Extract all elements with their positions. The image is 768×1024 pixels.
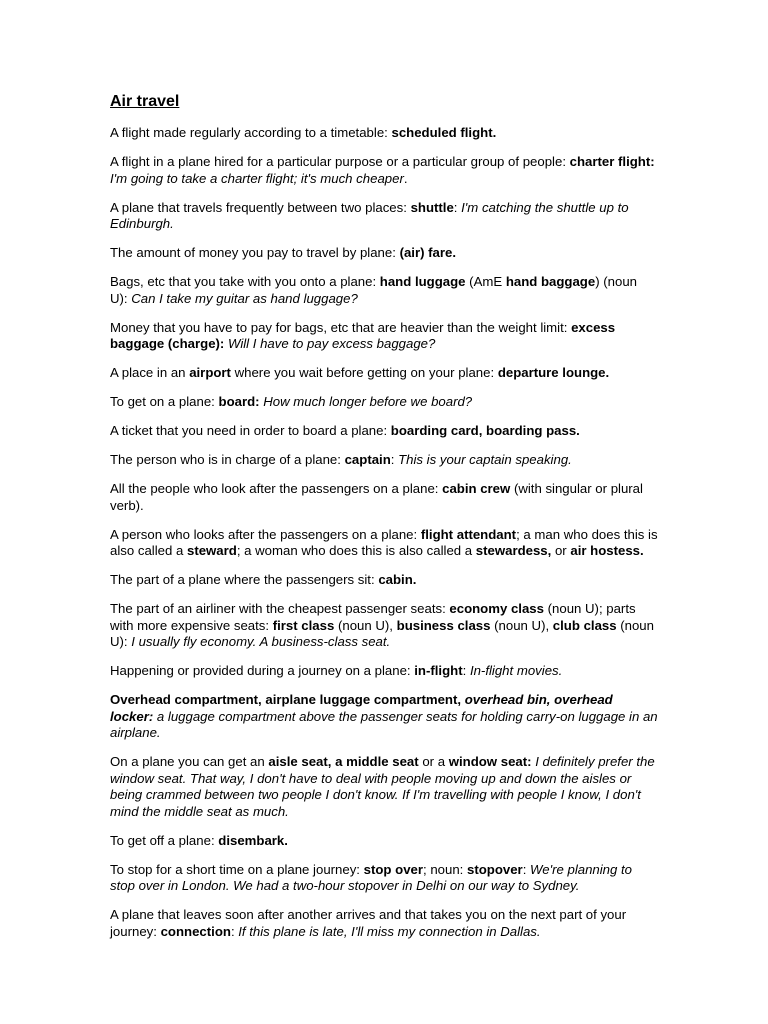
entry-list xyxy=(110,125,658,940)
example-text: Can I take my guitar as hand luggage? xyxy=(131,290,358,306)
entry xyxy=(110,452,658,469)
term-text: overhead bin, overhead locker: xyxy=(110,692,613,724)
term-text: economy class xyxy=(449,601,544,616)
term-text: captain xyxy=(344,452,391,467)
definition-text: A ticket that you need in order to board a plane: xyxy=(110,423,391,438)
term-text: hand luggage xyxy=(379,274,466,289)
term-text: hand baggage xyxy=(505,274,596,289)
definition-text: : xyxy=(462,663,470,678)
example-text: Will I have to pay excess baggage? xyxy=(227,336,436,351)
definition-text: A flight made regularly according to a timetable: xyxy=(110,125,392,140)
definition-text: A flight in a plane hired for a particular purpose or a particular group of people: xyxy=(110,154,570,169)
term-text: stop over xyxy=(363,861,423,877)
term-text: aisle seat, a middle seat xyxy=(268,754,419,769)
term-text: first class xyxy=(272,617,335,633)
entry xyxy=(110,125,658,142)
definition-text: ; a woman who does this is also called a xyxy=(236,543,476,558)
definition-text: The part of a plane where the passengers sit: xyxy=(110,572,379,587)
definition-text: The part of an airliner with the cheapest passenger seats: xyxy=(110,601,450,616)
term-text: departure lounge. xyxy=(497,365,610,380)
definition-text: . xyxy=(403,170,408,186)
term-text: (air) fare. xyxy=(399,245,456,260)
entry xyxy=(110,692,658,742)
example-text: How much longer before we board? xyxy=(263,394,473,409)
entry xyxy=(110,394,658,411)
term-text: connection xyxy=(160,923,231,939)
entry xyxy=(110,572,658,589)
term-text: scheduled flight. xyxy=(391,125,497,140)
example-text: a luggage compartment above the passenger seats for holding carry-on luggage in an airplane. xyxy=(110,708,658,740)
term-text: business class xyxy=(396,617,491,633)
entry xyxy=(110,423,658,440)
entry xyxy=(110,601,658,651)
example-text: This is your captain speaking. xyxy=(398,452,572,467)
entry xyxy=(110,754,658,820)
term-text: cabin crew xyxy=(442,481,511,496)
definition-text: (noun U): xyxy=(110,617,654,649)
page-title: Air travel xyxy=(110,93,180,110)
definition-text: Bags, etc that you take with you onto a plane: xyxy=(110,274,380,289)
term-text: charter flight: xyxy=(569,154,655,169)
definition-text: A plane that leaves soon after another arrives and that takes you on the next part of your journey: xyxy=(110,907,627,939)
term-text: boarding card, boarding pass. xyxy=(390,423,580,438)
term-text: disembark. xyxy=(218,832,288,848)
entry xyxy=(110,200,658,233)
example-text: I usually fly economy. A business-class seat. xyxy=(131,634,391,649)
definition-text: (with singular or plural verb). xyxy=(110,481,643,513)
definition-text: Happening or provided during a journey on a plane: xyxy=(110,663,415,678)
example-text: If this plane is late, I'll miss my connection in Dallas. xyxy=(238,923,541,939)
entry xyxy=(110,663,658,680)
example-text: I'm going to take a charter flight; it's much cheaper xyxy=(110,170,404,186)
definition-text: (noun U), xyxy=(334,617,397,633)
term-text: steward xyxy=(186,543,237,558)
entry xyxy=(110,481,658,514)
definition-text: or a xyxy=(418,754,449,769)
term-text: shuttle xyxy=(410,199,454,215)
term-text: board: xyxy=(218,394,260,409)
definition-text: To get on a plane: xyxy=(110,394,219,409)
entry xyxy=(110,527,658,560)
definition-text: ; noun: xyxy=(423,861,467,877)
entry xyxy=(110,833,658,850)
example-text: I definitely prefer the window seat. That way, I don't have to deal with people moving up and down the aisles or being crammed between two people I don't know. If I'm travelling with people I know, I don't mind the middle seat as much. xyxy=(110,754,655,819)
definition-text: : xyxy=(230,923,239,939)
definition-text: Money that you have to pay for bags, etc that are heavier than the weight limit: xyxy=(110,319,572,335)
entry xyxy=(110,862,658,895)
example-text: We're planning to stop over in London. We had a two-hour stopover in Delhi on our way to Sydney. xyxy=(110,861,633,893)
term-text: in-flight xyxy=(414,663,463,678)
term-text: stewardess, xyxy=(475,543,552,558)
definition-text: A plane that travels frequently between two places: xyxy=(110,199,411,215)
definition-text: On a plane you can get an xyxy=(110,754,269,769)
definition-text: (noun U), xyxy=(490,617,553,633)
entry xyxy=(110,907,658,940)
definition-text: A person who looks after the passengers on a plane: xyxy=(110,526,421,542)
term-text: cabin. xyxy=(378,572,417,587)
definition-text: A place in an xyxy=(110,365,190,380)
definition-text: or xyxy=(551,543,571,558)
term-text: Overhead compartment, airplane luggage compartment, xyxy=(110,692,465,707)
entry xyxy=(110,274,658,307)
term-text: stopover xyxy=(467,861,523,877)
term-text: excess baggage (charge): xyxy=(110,319,616,351)
entry xyxy=(110,365,658,382)
definition-text: : xyxy=(522,861,531,877)
term-text: airport xyxy=(189,365,231,380)
definition-text: : xyxy=(453,199,462,215)
definition-text: (AmE xyxy=(465,274,506,289)
definition-text: (noun U); parts with more expensive seats: xyxy=(110,601,636,633)
definition-text: where you wait before getting on your plane: xyxy=(230,365,498,380)
term-text: club class xyxy=(552,617,617,633)
entry xyxy=(110,320,658,353)
definition-text: The person who is in charge of a plane: xyxy=(110,452,345,467)
term-text: air hostess. xyxy=(570,543,644,558)
definition-text: ) (noun U): xyxy=(110,274,637,306)
definition-text: To get off a plane: xyxy=(110,832,219,848)
definition-text: ; a man who does this is also called a xyxy=(110,526,658,558)
definition-text: : xyxy=(390,452,399,467)
definition-text: The amount of money you pay to travel by plane: xyxy=(110,245,400,260)
entry xyxy=(110,245,658,262)
definition-text: All the people who look after the passengers on a plane: xyxy=(110,481,443,496)
document-body xyxy=(110,92,658,953)
term-text: flight attendant xyxy=(420,526,517,542)
definition-text: To stop for a short time on a plane journey: xyxy=(110,861,364,877)
example-text: In-flight movies. xyxy=(469,663,563,678)
term-text: window seat: xyxy=(448,754,532,769)
example-text: I'm catching the shuttle up to Edinburgh. xyxy=(110,199,629,231)
entry xyxy=(110,154,658,187)
